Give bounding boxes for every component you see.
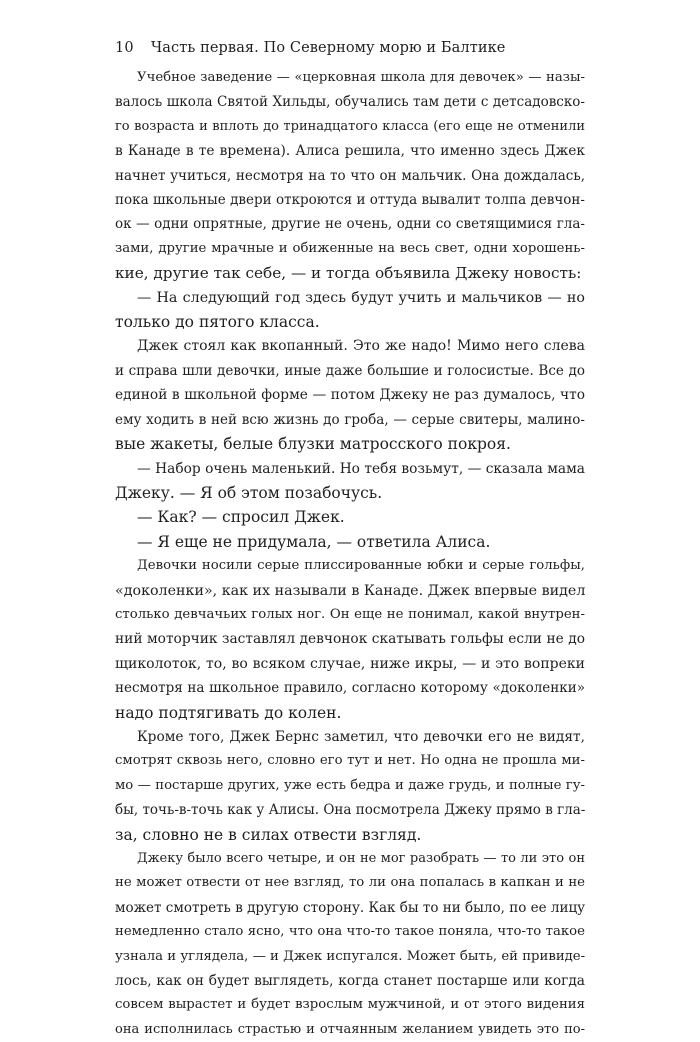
page-number: 10 <box>115 40 134 56</box>
text-line: Кроме того, Джек Бернс заметил, что девочки его не видят, <box>137 728 585 745</box>
running-header <box>115 40 505 56</box>
text-line: и справа шли девочки, иные даже большие и голосистые. Все до <box>115 362 585 379</box>
text-line: начнет учиться, несмотря на то что он мальчик. Она дождалась, <box>115 167 585 184</box>
text-line: не может отвести от нее взгляд, то ли она попалась в капкан и не <box>115 875 585 891</box>
text-line: вые жакеты, белые блузки матросского покроя. <box>115 435 511 454</box>
text-line: Джек стоял как вкопанный. Это же надо! Мимо него слева <box>137 338 585 355</box>
text-line: кие, другие так себе, — и тогда объявила Джеку новость: <box>115 264 582 283</box>
text-line: го возраста и вплоть до тринадцатого класса (его еще не отменили <box>115 118 585 134</box>
text-line: за, словно не в силах отвести взгляд. <box>115 825 422 844</box>
text-line: совсем вырастет и будет взрослым мужчиной, и от этого видения <box>115 997 585 1013</box>
text-line: может смотреть в другую сторону. Как бы то ни было, по ее лицу <box>115 899 586 916</box>
text-line: «доколенки», как их называли в Канаде. Джек впервые видел <box>115 582 586 599</box>
text-line: — Как? — спросил Джек. <box>137 508 345 527</box>
text-line: ний моторчик заставлял девчонок скатывать гольфы если не до <box>115 631 585 648</box>
running-title: Часть первая. По Северному морю и Балтике <box>151 40 506 56</box>
text-line: немедленно стало ясно, что она что-то такое поняла, что-то такое <box>115 924 585 940</box>
text-line: столько девчачьих голых ног. Он еще не понимал, какой внутрен- <box>115 606 585 622</box>
text-line: мо — постарше других, уже есть бедра и даже грудь, и полные гу- <box>115 777 585 793</box>
text-line: смотрят сквозь него, словно его тут и нет. Но одна не прошла ми- <box>115 753 585 769</box>
body-text <box>115 66 585 1042</box>
text-line: — На следующий год здесь будут учить и мальчиков — но <box>137 289 585 306</box>
text-line: валось школа Святой Хильды, обучались там дети с детсадовско- <box>115 94 585 111</box>
text-line: ему ходить в ней всю жизнь до гроба, — серые свитеры, малино- <box>115 411 585 428</box>
text-line: несмотря на школьное правило, согласно которому «доколенки» <box>115 680 585 697</box>
text-line: в Канаде в те времена). Алиса решила, что именно здесь Джек <box>115 143 585 160</box>
text-line: пока школьные двери откроются и оттуда вывалит толпа девчон- <box>115 192 585 209</box>
text-line: щиколоток, то, во всяком случае, ниже икры, — и это вопреки <box>115 655 585 672</box>
text-line: она исполнилась страстью и отчаянным желанием увидеть это по- <box>115 1021 585 1037</box>
text-line: только до пятого класса. <box>115 313 320 332</box>
text-line: зами, другие мрачные и обиженные на весь свет, одни хорошень- <box>115 240 585 256</box>
text-line: — Набор очень маленький. Но тебя возьмут, — сказала мама <box>137 460 585 477</box>
text-line: — Я еще не придумала, — ответила Алиса. <box>137 532 491 551</box>
text-line: бы, точь-в-точь как у Алисы. Она посмотрела Джеку прямо в гла- <box>115 802 586 819</box>
text-line: единой в школьной форме — потом Джеку не раз думалось, что <box>115 387 585 404</box>
text-line: лось, как он будет выглядеть, когда станет постарше или когда <box>115 973 585 990</box>
text-line: Джеку было всего четыре, и он не мог разобрать — то ли это он <box>137 851 585 866</box>
text-line: Девочки носили серые плиссированные юбки и серые гольфы, <box>137 558 585 574</box>
text-line: ок — одни опрятные, другие не очень, одни со светящимися гла- <box>115 216 585 233</box>
text-line: надо подтягивать до колен. <box>115 703 342 722</box>
text-line: Джеку. — Я об этом позабочусь. <box>115 483 383 502</box>
text-line: Учебное заведение — «церковная школа для девочек» — назы- <box>137 70 585 85</box>
text-line: узнала и углядела, — и Джек испугался. Может быть, ей привиде- <box>115 948 586 964</box>
